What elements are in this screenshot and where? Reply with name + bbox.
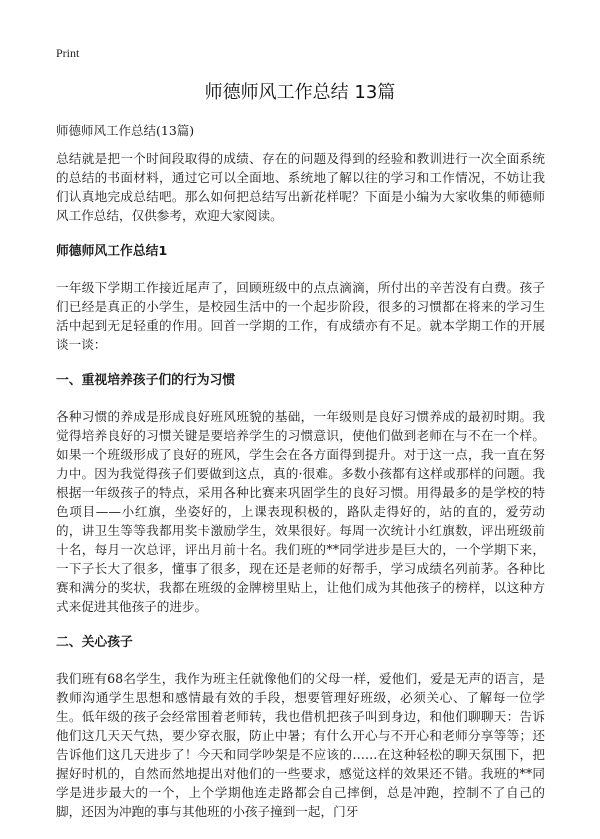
- intro-paragraph: 总结就是把一个时间段取得的成绩、存在的问题及得到的经验和教训进行一次全面系统的总结的书面材料，通过它可以全面地、系统地了解以往的学习和工作情况，不妨让我们认真地完成总结吧。那么如何把总结写出新花样呢？下面是小编为大家收集的师德师风工作总结，仅供参考，欢迎大家阅读。: [56, 151, 545, 223]
- subsection1-heading: 一、重视培养孩子们的行为习惯: [56, 373, 236, 388]
- subsection2-heading: 二、关心孩子: [56, 635, 133, 650]
- subsection2-paragraph: 我们班有68名学生，我作为班主任就像他们的父母一样，爱他们，爱是无声的语言，是教师沟通学生思想和感情最有效的手段，想要管理好班级，必须关心、了解每一位学生。低年级的孩子会经常围着老师转，我也借机把孩子叫到身边，和他们聊聊天：告诉他们这几天天气热，要少穿衣服，防止中暑；有什么开心与不开心和老师分享等等；还告诉他们这几天进步了！今天和同学吵架是不应该的……在这种轻松的聊天氛围下，把握好时机的，自然而然地提出对他们的一些要求，感觉这样的效果还不错。我班的**同学是进步最大的一个，上个学期他连走路都会自己摔倒，总是冲跑，控制不了自己的脚，还因为冲跑的事与其他班的小孩子撞到一起，门牙: [56, 671, 545, 819]
- section1-paragraph: 一年级下学期工作接近尾声了，回顾班级中的点点滴滴，所付出的辛苦没有白费。孩子们已经是真正的小学生，是校园生活中的一个起步阶段，很多的习惯都在将来的学习生活中起到无足轻重的作用。回首一学期的工作，有成绩亦有不足。就本学期工作的开展谈一谈：: [56, 280, 545, 352]
- document-title: 师德师风工作总结 13篇: [204, 82, 396, 103]
- print-label: Print: [56, 46, 80, 60]
- subsection1-paragraph: 各种习惯的养成是形成良好班风班貌的基础，一年级则是良好习惯养成的最初时期。我觉得培养良好的习惯关键是要培养学生的习惯意识，使他们做到老师在与不在一个样。如果一个班级形成了良好的班风，学生会在各方面得到提升。对于这一点，我一直在努力中。因为我觉得孩子们要做到这点，真的·很难。多数小孩都有这样或那样的问题。我根据一年级孩子的特点，采用各种比赛来巩固学生的良好习惯。用得最多的是学校的特色项目——小红旗，坐姿好的，上课表现积极的，路队走得好的，站的直的，爱劳动的，讲卫生等等我都用奖卡激励学生，效果很好。每周一次统计小红旗数，评出班级前十名，每月一次总评，评出月前十名。我们班的**同学进步是巨大的，一个学期下来，一下子长大了很多，懂事了很多，现在还是老师的好帮手，学习成绩名列前茅。各种比赛和满分的奖状，我都在班级的金牌榜里贴上，让他们成为其他孩子的榜样，以这种方式来促进其他孩子的进步。: [56, 409, 545, 614]
- section1-heading: 师德师风工作总结1: [56, 244, 168, 259]
- document-body: [56, 149, 545, 839]
- document-subtitle: 师德师风工作总结(13篇): [56, 123, 195, 138]
